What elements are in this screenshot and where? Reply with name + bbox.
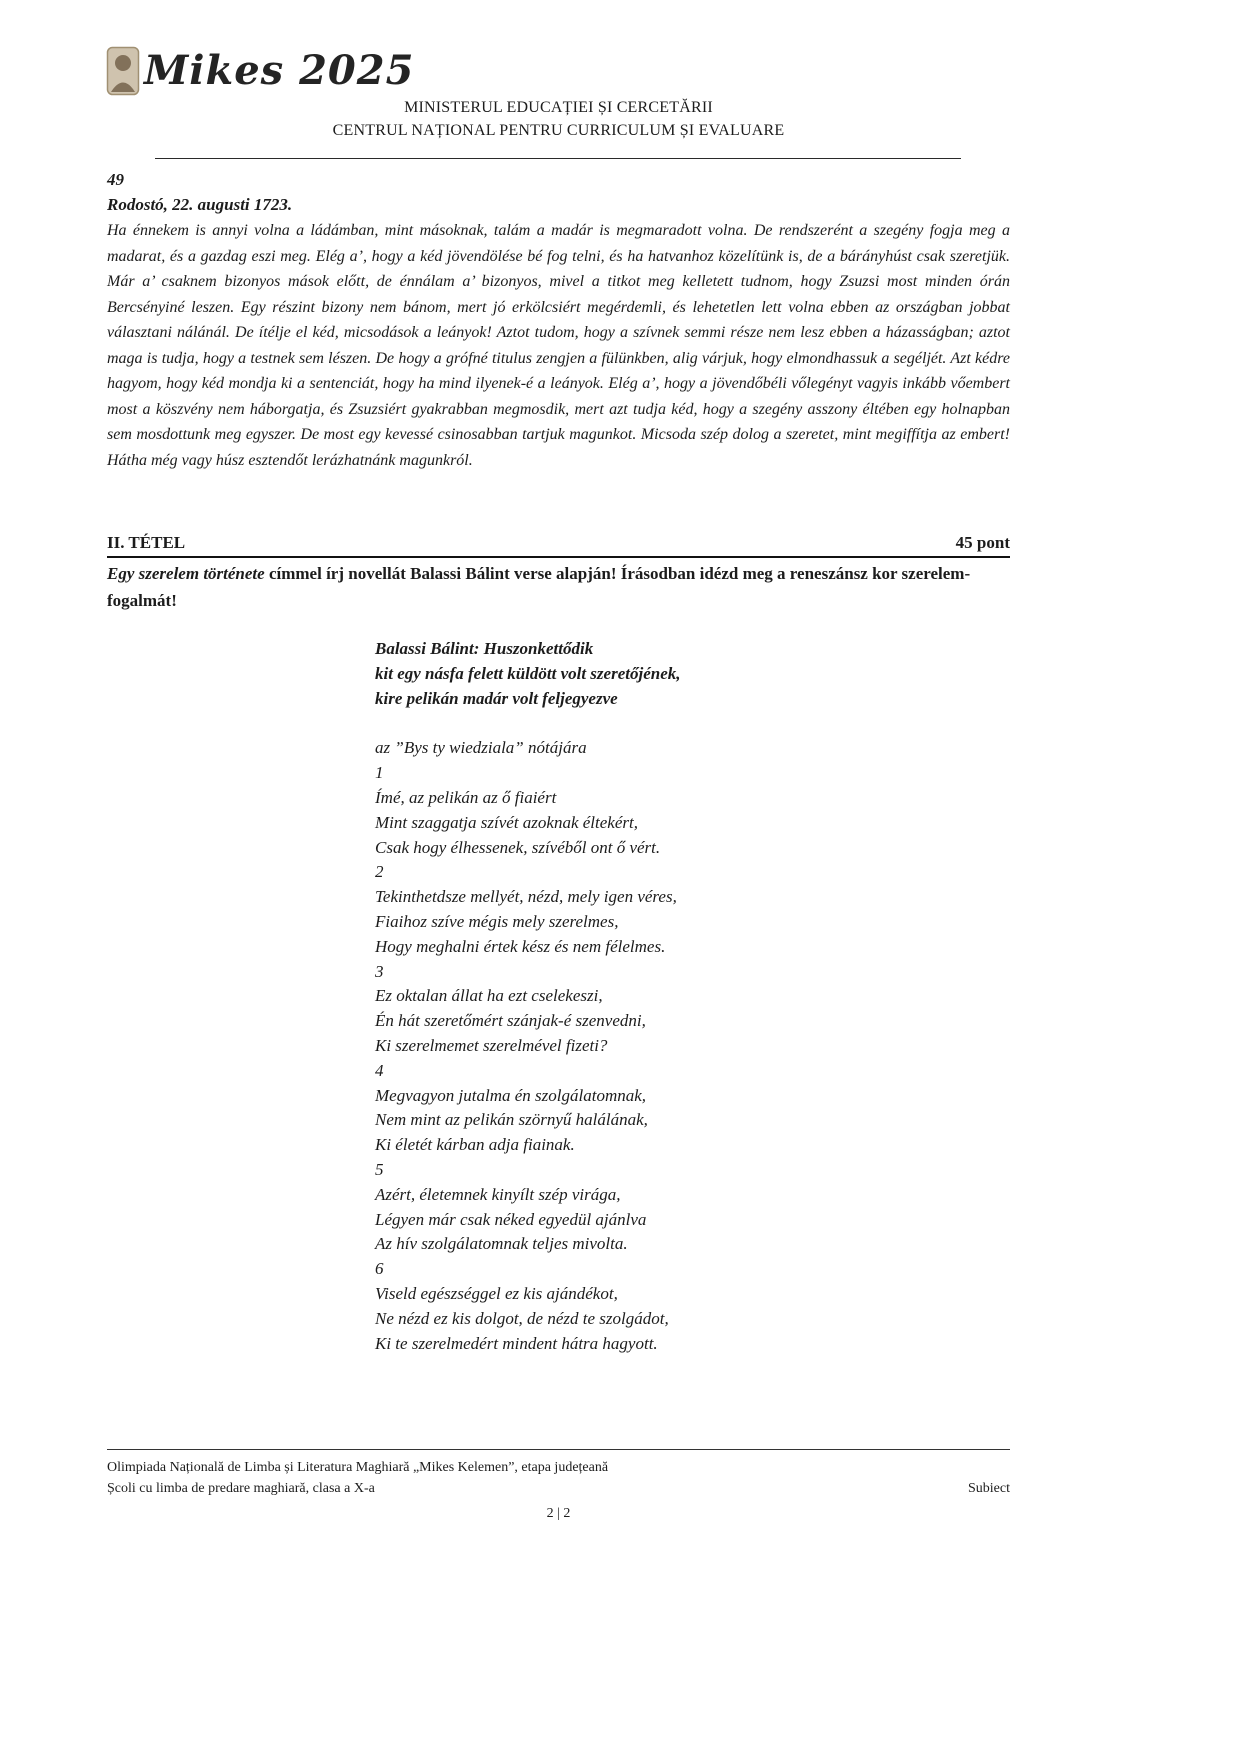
poem-line: Légyen már csak néked egyedül ajánlva: [375, 1209, 647, 1229]
poem-line: Viseld egészséggel ez kis ajándékot,: [375, 1283, 618, 1303]
ministry-header: [107, 96, 1010, 142]
logo: [106, 46, 414, 96]
poem-tune: az ”Bys ty wiedziala” nótájára: [375, 738, 587, 758]
task-title: Egy szerelem története: [107, 564, 265, 583]
stanza-number: 5: [375, 1159, 384, 1179]
poem-body: [375, 761, 681, 1356]
stanza-number: 4: [375, 1060, 384, 1080]
poem-line: Megvagyon jutalma én szolgálatomnak,: [375, 1085, 647, 1105]
poem-line: Én hát szeretőmért szánjak-é szenvedni,: [375, 1011, 646, 1031]
stanza-number: 2: [375, 862, 384, 882]
stanza-number: 3: [375, 961, 384, 981]
poem-line: Hogy meghalni értek kész és nem félelmes.: [375, 936, 666, 956]
letter-excerpt: [107, 167, 1010, 473]
poem-line: Tekinthetdsze mellyét, nézd, mely igen véres,: [375, 887, 677, 907]
mikes-portrait-stamp-icon: [106, 46, 140, 96]
poem-line: Az hív szolgálatomnak teljes mivolta.: [375, 1234, 628, 1254]
section-points: 45 pont: [955, 533, 1010, 552]
ministry-line-1: MINISTERUL EDUCAȚIEI ȘI CERCETĂRII: [404, 99, 713, 116]
poem-title-line: Balassi Bálint: Huszonkettődik: [375, 639, 594, 658]
poem-line: Csak hogy élhessenek, szívéből ont ő vért.: [375, 837, 661, 857]
poem-line: Nem mint az pelikán szörnyű halálának,: [375, 1110, 648, 1130]
page-number: 2 | 2: [546, 1506, 571, 1521]
letter-number: 49: [107, 170, 124, 189]
stanza-number: 6: [375, 1259, 384, 1279]
poem-line: Ki te szerelmedért mindent hátra hagyott.: [375, 1333, 658, 1353]
logo-text: Mikes 2025: [144, 47, 415, 94]
letter-body: Ha énnekem is annyi volna a ládámban, mint másoknak, talám a madár is megmaradott volna. De rendszerént a szegény fogja meg a madarat, és a gazdag eszi meg. Elég a’, hogy a kéd jövendölése bé fog telni, és ha hatvanhoz közelítünk is, de a bárányhúst csak szeretjük. Már a’ csaknem bizonyos mások előtt, de énnálam a’ bizonyos, mivel a titkot meg kelletett tudnom, hogy Zsuzsi most minden órán Bercsényiné leszen. Egy részint bizony nem bánom, mert jó erkölcsiért megérdemli, és lehetetlen lett volna ebben az országban jobbat választani nálánál. De ítélje el kéd, micsodások a leányok! Aztot tudom, hogy a szívnek semmi része nem lesz ebben a házasságban; aztot maga is tudja, hogy a testnek sem lészen. De hogy a grófné titulus zengjen a fülünkben, alig várjuk, hogy elmondhassuk a segéljét. Azt kédre hagyom, hogy kéd mondja ki a sentenciát, hogy ha mind ilyenek-é a leányok. Elég a’, hogy a jövendőbéli vőlegényt vagyis inkább vőembert most a köszvény nem háborgatja, és Zsuzsiért gyakrabban megmosdik, mert azt tudja kéd, hogy a szegény asszony éltében egy holnapban sem mosdottunk meg egyszer. De most egy kevessé csinosabban tartjuk magunkot. Micsoda szép dolog a szeretet, mint megiffítja az embert! Hátha még vagy húsz esztendőt lerázhatnánk magunkról.: [107, 222, 1010, 469]
poem-line: Mint szaggatja szívét azoknak éltekért,: [375, 812, 638, 832]
poem-line: Ki szerelmemet szerelmével fizeti?: [375, 1035, 608, 1055]
poem-title-line: kit egy násfa felett küldött volt szeretőjének,: [375, 663, 681, 683]
poem-line: Ez oktalan állat ha ezt cselekeszi,: [375, 986, 603, 1006]
poem-title-line: kire pelikán madár volt feljegyezve: [375, 688, 618, 708]
ministry-line-2: CENTRUL NAȚIONAL PENTRU CURRICULUM ȘI EVALUARE: [332, 122, 785, 139]
poem-line: Ímé, az pelikán az ő fiaiért: [375, 787, 557, 807]
page-footer: [107, 1449, 1010, 1524]
poem-line: Ki életét kárban adja fiainak.: [375, 1135, 575, 1155]
footer-subject-label: Subiect: [968, 1481, 1010, 1496]
stanza-number: 1: [375, 763, 384, 783]
poem-line: Azért, életemnek kinyílt szép virága,: [375, 1184, 621, 1204]
footer-olympiad-line: Olimpiada Națională de Limba și Literatura Maghiară „Mikes Kelemen”, etapa județeană: [107, 1460, 609, 1475]
header-rule: [155, 158, 961, 159]
task-text: címmel írj novellát Balassi Bálint verse alapján! Írásodban idézd meg a reneszánsz kor szerelem-fogalmát!: [107, 564, 971, 610]
poem: [375, 637, 681, 1356]
footer-school-line: Școli cu limba de predare maghiară, clasa a X-a: [107, 1481, 375, 1496]
section-heading: [107, 533, 1010, 558]
poem-line: Ne nézd ez kis dolgot, de nézd te szolgádot,: [375, 1308, 669, 1328]
poem-line: Fiaihoz szíve mégis mely szerelmes,: [375, 911, 619, 931]
task-statement: [107, 560, 1010, 614]
letter-dateline: Rodostó, 22. augusti 1723.: [107, 195, 293, 214]
section-label: II. TÉTEL: [107, 533, 186, 552]
